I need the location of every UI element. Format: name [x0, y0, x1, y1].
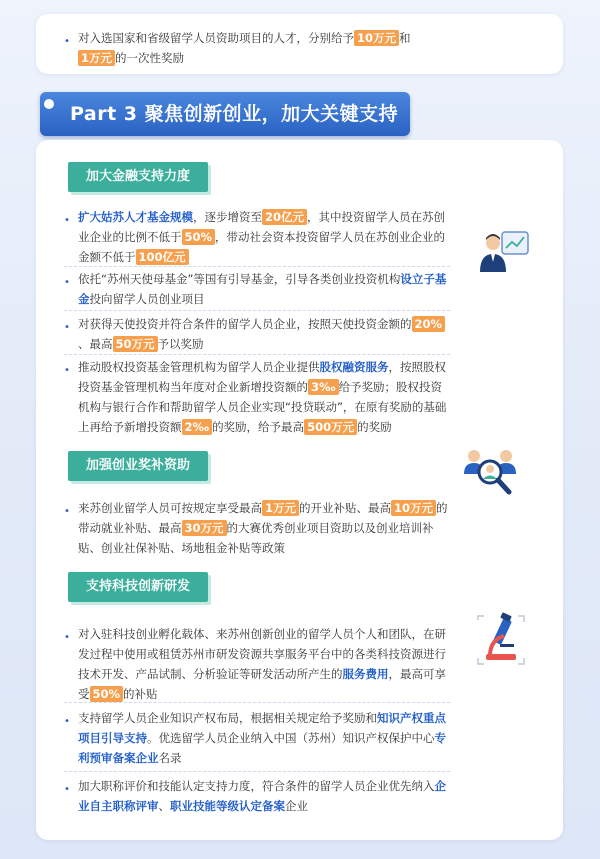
investor-icon — [478, 228, 532, 274]
top-item — [64, 28, 464, 68]
text: 和 — [399, 31, 411, 45]
section-startup-subsidy-title: 加强创业奖补资助 — [68, 451, 208, 481]
list-item: • 对入驻科技创业孵化载体、来苏州创新创业的留学人员个人和团队，在研发过程中使用或租赁苏州市研发资源共享服务平台中的各类科技资源进行技术开发、产品试制、分析验证等研发活动所产生的服务费用，最高可享受 50% 的补贴 — [64, 627, 446, 701]
bullet-icon: • — [64, 36, 70, 47]
bullet-icon: • — [64, 322, 70, 333]
bullet-icon: • — [64, 215, 70, 226]
list-item: • 推动股权投资基金管理机构为留学人员企业提供股权融资服务，按照股权投资基金管理机构当年度对企业新增投资额的 3‰ 给予奖励；股权投资机构与银行合作和帮助留学人员企业实现“投贷联动”，在原有奖励的基础上再给予新增投资额 2‰ 的奖励，给予最高 500万元 的奖励 — [64, 360, 447, 434]
bullet-icon: • — [64, 716, 70, 727]
bullet-icon: • — [64, 506, 70, 517]
part3-banner: Part 3 聚焦创新创业，加大关键支持 — [40, 92, 410, 136]
text: 的一次性奖励 — [115, 51, 185, 65]
bullet-icon: • — [64, 784, 70, 795]
divider — [64, 354, 450, 355]
divider — [64, 702, 450, 703]
text: 对入选国家和省级留学人员资助项目的人才，分别给予 — [78, 31, 354, 45]
bullet-icon: • — [64, 632, 70, 643]
list-item: • 支持留学人员企业知识产权布局，根据相关规定给予奖励和知识产权重点项目引导支持。优选留学人员企业纳入中国（苏州）知识产权保护中心专利预审备案企业名录 — [64, 711, 446, 765]
microscope-icon — [474, 612, 528, 668]
list-item: • 对获得天使投资并符合条件的留学人员企业，按照天使投资金额的 20%、最高 50万元 予以奖励 — [64, 314, 450, 354]
highlight: 10万元 — [354, 30, 399, 46]
section-financial-support-title: 加大金融支持力度 — [68, 162, 208, 192]
talent-search-icon — [462, 444, 522, 498]
bullet-icon: • — [64, 277, 70, 288]
list-item: • 依托“苏州天使母基金”等国有引导基金，引导各类创业投资机构设立子基金投向留学人员创业项目 — [64, 272, 447, 306]
bullet-icon: • — [64, 365, 70, 376]
list-item: • 扩大姑苏人才基金规模，逐步增资至 20亿元 ，其中投资留学人员在苏创业企业的比例不低于 50% ，带动社会资本投资留学人员在苏创业企业的金额不低于 100亿元 — [64, 210, 446, 264]
highlight: 1万元 — [78, 50, 115, 66]
list-item: • 加大职称评价和技能认定支持力度，符合条件的留学人员企业优先纳入企业自主职称评审、职业技能等级认定备案企业 — [64, 779, 446, 813]
divider — [64, 310, 450, 311]
list-item: • 来苏创业留学人员可按规定享受最高 1万元 的开业补贴、最高 10万元 的带动就业补贴、最高 30万元 的大赛优秀创业项目资助以及创业培训补贴、创业社保补贴、场地租金补贴等政策 — [64, 501, 448, 555]
banner-dot — [44, 99, 54, 109]
section-tech-rnd-title: 支持科技创新研发 — [68, 572, 208, 602]
divider — [64, 266, 450, 267]
divider — [64, 771, 450, 772]
